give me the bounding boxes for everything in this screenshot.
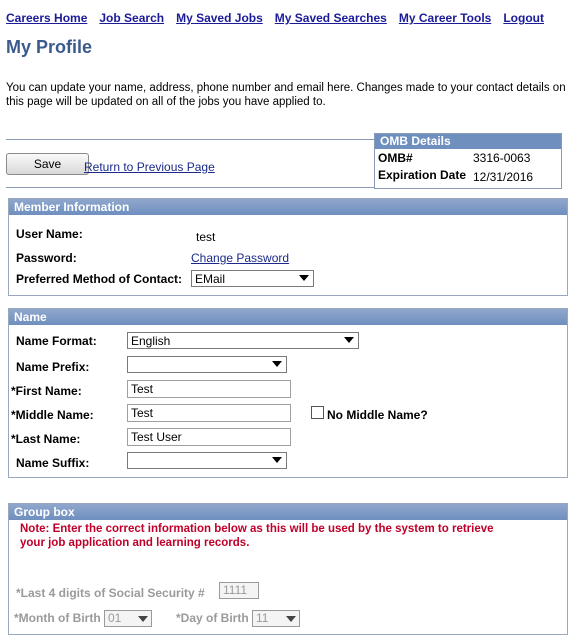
nav-my-saved-jobs[interactable]: My Saved Jobs — [176, 11, 263, 25]
user-name-label: User Name: — [16, 227, 83, 241]
omb-number-label: OMB# — [378, 151, 413, 165]
middle-name-input[interactable]: Test — [127, 404, 291, 422]
name-suffix-select[interactable] — [127, 452, 287, 469]
omb-number-value: 3316-0063 — [473, 151, 531, 165]
divider — [6, 139, 374, 140]
month-of-birth-select[interactable] — [104, 610, 152, 627]
no-middle-name-checkbox[interactable] — [311, 406, 324, 419]
chevron-down-icon — [272, 457, 282, 463]
last-name-input[interactable]: Test User — [127, 428, 291, 446]
nav-careers-home[interactable]: Careers Home — [6, 11, 88, 25]
nav-job-search[interactable]: Job Search — [99, 11, 165, 25]
name-format-select[interactable] — [127, 332, 359, 349]
no-middle-name-label: No Middle Name? — [327, 408, 428, 422]
group-box-header: Group box — [9, 504, 567, 520]
name-format-value: English — [131, 334, 171, 348]
member-information-box — [8, 198, 568, 296]
middle-name-label: *Middle Name: — [11, 408, 94, 422]
save-button[interactable]: Save — [6, 153, 89, 175]
month-of-birth-label: *Month of Birth — [14, 611, 101, 625]
name-format-label: Name Format: — [16, 334, 97, 348]
preferred-contact-value: EMail — [195, 272, 226, 286]
ssn-label: *Last 4 digits of Social Security # — [16, 586, 205, 600]
chevron-down-icon — [138, 616, 148, 622]
omb-details-box — [374, 133, 562, 189]
page-title: My Profile — [6, 37, 93, 57]
divider — [6, 187, 374, 188]
intro-text: You can update your name, address, phone number and email here. Changes made to your contact details on this page will be updated on all of the jobs you have applied to. — [6, 82, 566, 108]
day-of-birth-select[interactable] — [252, 610, 300, 627]
last-name-label: *Last Name: — [11, 432, 81, 446]
expiration-date-label: Expiration Date — [378, 168, 467, 182]
preferred-contact-select[interactable] — [191, 270, 314, 287]
name-suffix-label: Name Suffix: — [16, 456, 90, 470]
nav-logout[interactable]: Logout — [503, 11, 544, 25]
group-box — [8, 503, 568, 635]
name-box — [8, 308, 568, 478]
expiration-date-value: 12/31/2016 — [473, 170, 534, 184]
day-of-birth-label: *Day of Birth — [176, 611, 249, 625]
note-text: Note: Enter the correct information below as this will be used by the system to retrieve your job application and learning records. — [20, 523, 494, 549]
member-information-header: Member Information — [9, 199, 567, 215]
chevron-down-icon — [344, 337, 354, 343]
nav-my-saved-searches[interactable]: My Saved Searches — [274, 11, 387, 25]
name-prefix-label: Name Prefix: — [16, 360, 90, 374]
first-name-label: *First Name: — [11, 384, 82, 398]
first-name-input[interactable]: Test — [127, 380, 291, 398]
name-prefix-select[interactable] — [127, 356, 287, 373]
preferred-contact-label: Preferred Method of Contact: — [16, 272, 183, 286]
omb-details-header: OMB Details — [375, 134, 561, 149]
top-navigation — [6, 11, 544, 25]
password-label: Password: — [16, 251, 77, 265]
change-password-link[interactable]: Change Password — [191, 251, 290, 265]
chevron-down-icon — [272, 361, 282, 367]
ssn-input[interactable]: 1111 — [219, 582, 259, 599]
return-to-previous-page-link[interactable]: Return to Previous Page — [84, 160, 215, 174]
user-name-value: test — [196, 230, 216, 244]
nav-my-career-tools[interactable]: My Career Tools — [398, 11, 492, 25]
chevron-down-icon — [299, 275, 309, 281]
month-of-birth-value: 01 — [108, 611, 122, 625]
name-header: Name — [9, 309, 567, 325]
day-of-birth-value: 11 — [256, 611, 269, 625]
chevron-down-icon — [286, 616, 296, 622]
